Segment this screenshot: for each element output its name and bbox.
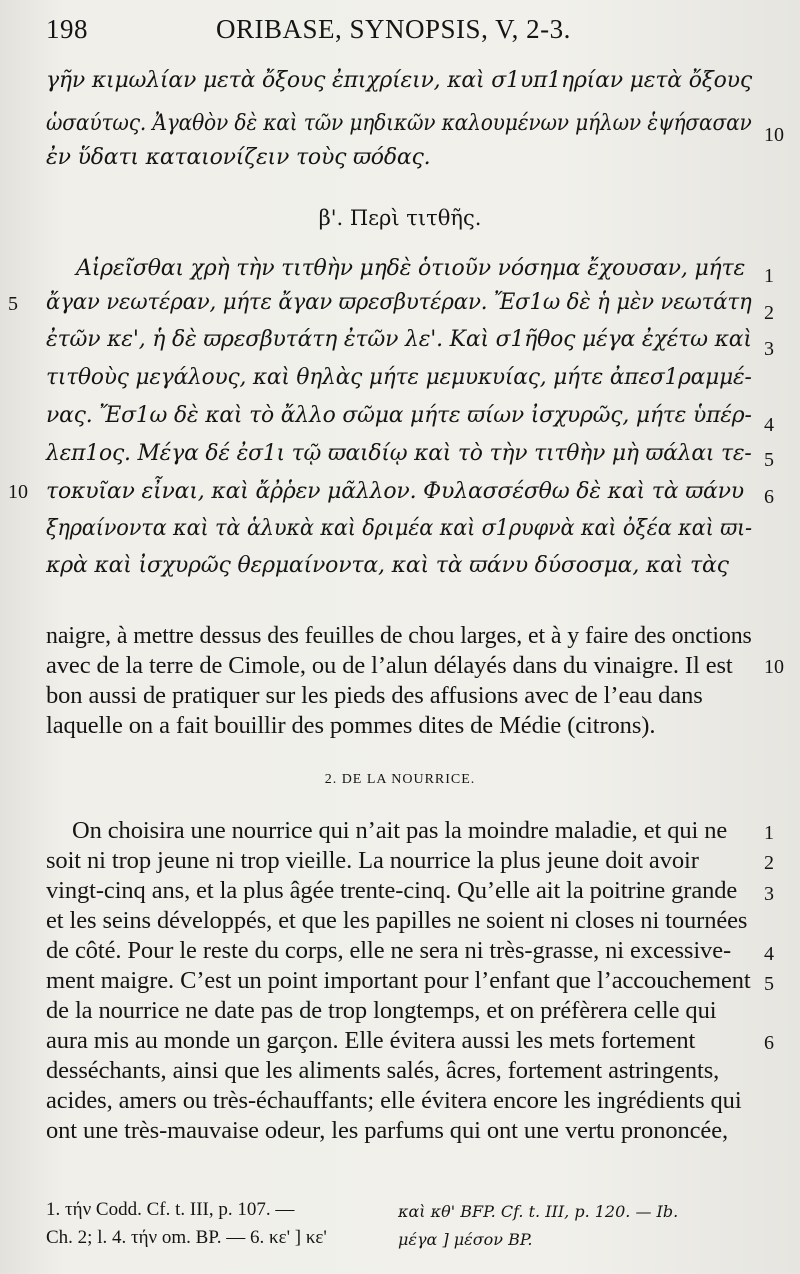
french-line: et les seins développés, et que les papilles ne soient ni closes ni tournées (46, 907, 748, 934)
french-line: desséchants, ainsi que les aliments salés, âcres, fortement astringents, (46, 1057, 720, 1084)
footnote-left: Ch. 2; l. 4. τήν om. BP. — 6. κε' ] κε' (46, 1227, 327, 1248)
french-line: ont une très-mauvaise odeur, les parfums qui ont une vertu prononcée, (46, 1117, 728, 1144)
footnote-left: 1. τήν Codd. Cf. t. III, p. 107. — (46, 1199, 295, 1220)
margin-line-number: 10 (8, 481, 28, 503)
line-number: 1 (764, 265, 774, 287)
french-top-line: naigre, à mettre dessus des feuilles de chou larges, et à y faire des onctions (46, 622, 752, 649)
french-line: On choisira une nourrice qui n’ait pas la moindre maladie, et qui ne (72, 817, 728, 844)
line-number: 6 (764, 1032, 774, 1054)
footnote-line (398, 1201, 678, 1223)
line-number: 3 (764, 883, 774, 905)
line-number: 1 (764, 822, 774, 844)
greek-section-title: β'. Περὶ τιτθῆς. (318, 206, 482, 230)
greek-line: τοκυῖαν εἶναι, καὶ ἄῤῥεν μᾶλλον. Φυλασσέσθω δὲ καὶ τὰ ϖάνυ (46, 479, 744, 504)
page-number: 198 (46, 14, 88, 44)
line-number: 4 (764, 414, 774, 436)
greek-top-line: ὡσαύτως. Ἀγαθὸν δὲ καὶ τῶν μηδικῶν καλουμένων μήλων ἑψήσασαν (46, 111, 752, 136)
greek-top-line: γῆν κιμωλίαν μετὰ ὄξους ἐπιχρίειν, καὶ σ1υπ1ηρίαν μετὰ ὄξους (46, 68, 752, 93)
margin-line-number: 5 (8, 293, 18, 315)
line-number: 3 (764, 338, 774, 360)
line-number: 2 (764, 852, 774, 874)
french-line: de côté. Pour le reste du corps, elle ne sera ni très-grasse, ni excessive- (46, 937, 732, 964)
line-number: 10 (764, 656, 784, 678)
running-title: ORIBASE, SYNOPSIS, V, 2-3. (216, 14, 571, 44)
greek-line: κρὰ καὶ ἰσχυρῶς θερμαίνοντα, καὶ τὰ ϖάνυ δύσοσμα, καὶ τὰς (46, 553, 729, 578)
french-top-line: bon aussi de pratiquer sur les pieds des affusions avec de l’eau dans (46, 682, 703, 709)
french-section-title: 2. DE LA NOURRICE. (324, 772, 476, 787)
line-number: 5 (764, 449, 774, 471)
footnote-line (46, 1199, 294, 1221)
greek-line: ἐτῶν κε', ἡ δὲ ϖρεσβυτάτη ἐτῶν λε'. Καὶ σ1ῆθος μέγα ἐχέτω καὶ (46, 327, 752, 352)
french-line: vingt-cinq ans, et la plus âgée trente-cinq. Qu’elle ait la poitrine grande (46, 877, 738, 904)
running-header (46, 14, 746, 54)
greek-line: Αἱρεῖσθαι χρὴ τὴν τιτθὴν μηδὲ ὁτιοῦν νόσημα ἔχουσαν, μήτε (76, 256, 746, 281)
greek-line: νας. Ἔσ1ω δὲ καὶ τὸ ἄλλο σῶμα μήτε ϖίων ἰσχυρῶς, μήτε ὑπέρ- (46, 403, 752, 428)
footnote-line (46, 1227, 327, 1249)
french-top-line: avec de la terre de Cimole, ou de l’alun délayés dans du vinaigre. Il est (46, 652, 733, 679)
line-number: 10 (764, 124, 784, 146)
line-number: 4 (764, 943, 774, 965)
line-number: 2 (764, 302, 774, 324)
french-line: aura mis au monde un garçon. Elle évitera aussi les mets fortement (46, 1027, 696, 1054)
greek-line: ἄγαν νεωτέραν, μήτε ἄγαν ϖρεσβυτέραν. Ἔσ1ω δὲ ἡ μὲν νεωτάτη (46, 290, 752, 315)
french-line: de la nourrice ne date pas de trop longtemps, et on préfèrera celle qui (46, 997, 717, 1024)
greek-line: λεπ1ος. Μέγα δέ ἐσ1ι τῷ ϖαιδίῳ καὶ τὸ τὴν τιτθὴν μὴ ϖάλαι τε- (46, 441, 752, 466)
greek-line: τιτθοὺς μεγάλους, καὶ θηλὰς μήτε μεμυκυίας, μήτε ἀπεσ1ραμμέ- (46, 365, 752, 390)
footnote-line (398, 1229, 532, 1251)
footnote-right: μέγα ] μέσον BP. (398, 1230, 533, 1249)
line-number: 6 (764, 486, 774, 508)
french-top-line: laquelle on a fait bouillir des pommes dites de Médie (citrons). (46, 712, 656, 739)
french-line: ment maigre. C’est un point important pour l’enfant que l’accouchement (46, 967, 751, 994)
greek-line: ξηραίνοντα καὶ τὰ ἁλυκὰ καὶ δριμέα καὶ σ1ρυφνὰ καὶ ὀξέα καὶ ϖι- (46, 516, 752, 541)
french-line: soit ni trop jeune ni trop vieille. La nourrice la plus jeune doit avoir (46, 847, 699, 874)
greek-top-line: ἐν ὕδατι καταιονίζειν τοὺς ϖόδας. (46, 145, 431, 170)
french-line: acides, amers ou très-échauffants; elle évitera encore les ingrédients qui (46, 1087, 742, 1114)
footnote-right: καὶ κθ' BFP. Cf. t. III, p. 120. — Ib. (398, 1202, 679, 1221)
line-number: 5 (764, 973, 774, 995)
